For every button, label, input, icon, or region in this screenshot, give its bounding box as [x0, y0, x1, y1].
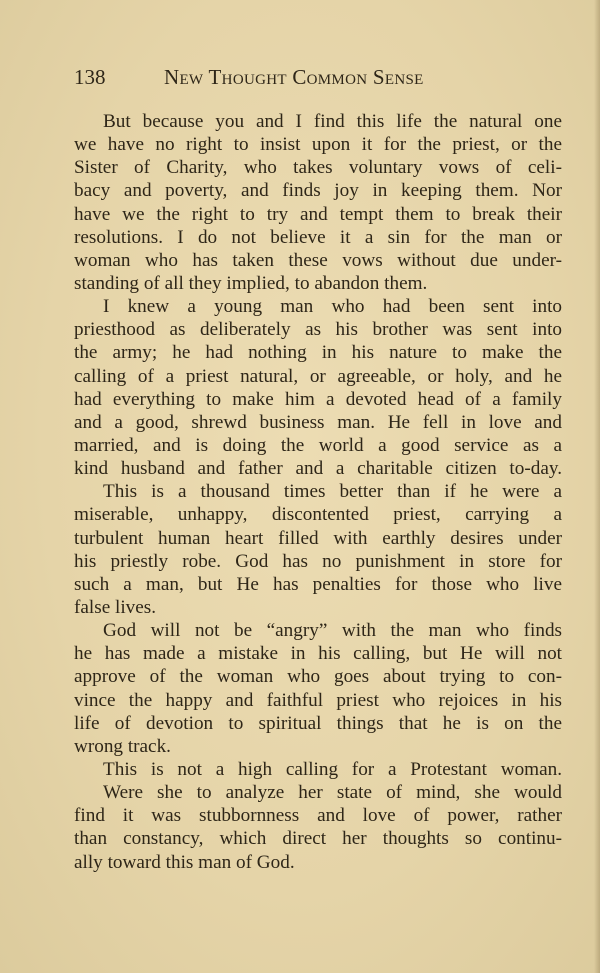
text-line: But because you and I find this life the natural one — [103, 111, 562, 132]
text-line: we have no right to insist upon it for the priest, or the — [74, 134, 562, 156]
text-line: This is a thousand times better than if he were a — [103, 481, 562, 503]
text-line: have we the right to try and tempt them to break their — [74, 203, 562, 225]
paragraph — [74, 619, 562, 758]
text-line: his priestly robe. God has no punishment in store for — [74, 550, 562, 572]
text-line: ally toward this man of God. — [74, 851, 295, 873]
paragraph — [74, 110, 562, 295]
text-line: he has made a mistake in his calling, but He will not — [74, 643, 562, 665]
text-line: I knew a young man who had been sent into — [103, 296, 562, 318]
text-line: kind husband and father and a charitable citizen to-day. — [74, 458, 562, 480]
body-text — [74, 110, 562, 874]
text-line: miserable, unhappy, discontented priest, carrying a — [74, 504, 562, 526]
text-line: such a man, but He has penalties for those who live — [74, 573, 562, 595]
text-line: This is not a high calling for a Protestant woman. — [103, 758, 562, 780]
text-line: turbulent human heart filled with earthly desires under — [74, 527, 562, 549]
page-edge-shadow — [594, 0, 600, 973]
text-line: than constancy, which direct her thoughts so continu- — [74, 828, 562, 850]
text-line: false lives. — [74, 596, 157, 618]
text-line: the army; he had nothing in his nature to make the — [74, 342, 562, 364]
text-line: and a good, shrewd business man. He fell in love and — [74, 411, 562, 433]
running-title: New Thought Common Sense — [164, 65, 424, 89]
text-line: Sister of Charity, who takes voluntary vows of celi- — [74, 157, 562, 179]
text-line: resolutions. I do not believe it a sin for the man or — [74, 226, 562, 248]
text-line: woman who has taken these vows without due under- — [74, 249, 562, 271]
text-line: God will not be “angry” with the man who finds — [103, 620, 562, 642]
paragraph — [74, 480, 562, 619]
text-line: calling of a priest natural, or agreeable, or holy, and he — [74, 365, 562, 387]
paragraph — [74, 295, 562, 480]
paragraph — [74, 781, 562, 874]
text-line: bacy and poverty, and finds joy in keeping them. Nor — [74, 180, 562, 202]
page-header — [74, 64, 562, 90]
paragraph — [74, 758, 562, 781]
text-line: married, and is doing the world a good service as a — [74, 434, 562, 456]
text-line: Were she to analyze her state of mind, she would — [103, 782, 562, 804]
text-line: vince the happy and faithful priest who rejoices in his — [74, 689, 562, 711]
text-line: had everything to make him a devoted head of a family — [74, 388, 562, 410]
text-line: standing of all they implied, to abandon them. — [74, 272, 428, 294]
text-line: approve of the woman who goes about trying to con- — [74, 666, 562, 688]
text-line: find it was stubbornness and love of power, rather — [74, 805, 562, 827]
text-line: life of devotion to spiritual things that he is on the — [74, 712, 562, 734]
page-number: 138 — [74, 65, 106, 89]
text-line: wrong track. — [74, 735, 171, 757]
text-line: priesthood as deliberately as his brother was sent into — [74, 319, 562, 341]
